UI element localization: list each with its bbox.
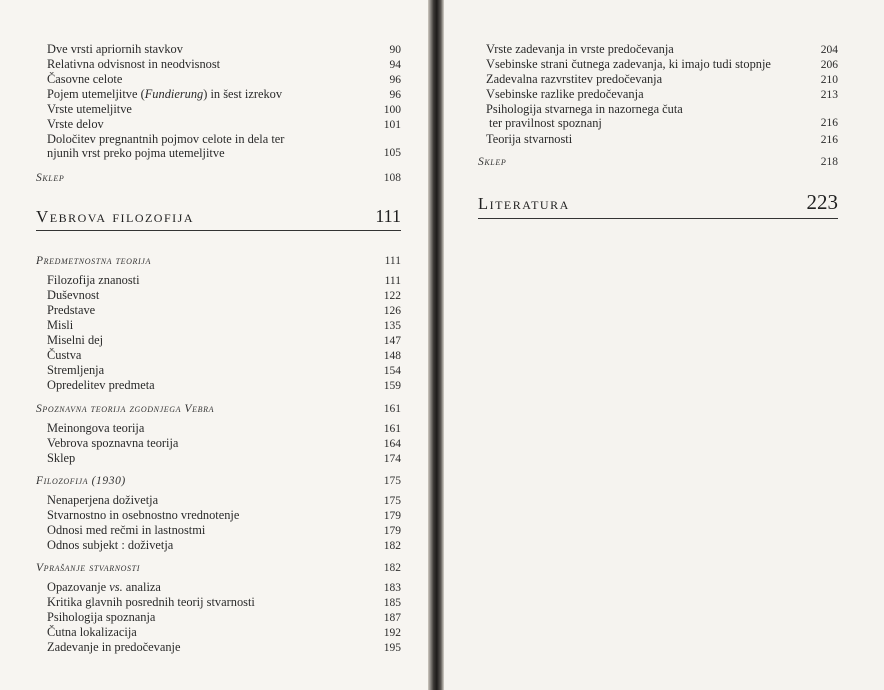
toc-section: Predmetnostna teorija 111 [36, 255, 401, 267]
toc-entry: Filozofija znanosti 111 [47, 273, 401, 287]
toc-entry: Odnos subjekt : doživetja 182 [47, 538, 401, 552]
toc-section: Vprašanje stvarnosti 182 [36, 562, 401, 574]
toc-entry: Dve vrsti apriornih stavkov 90 [47, 42, 401, 56]
toc-entry: Sklep 174 [47, 451, 401, 465]
toc-entry: Vrste utemeljitve 100 [47, 102, 401, 116]
chapter-heading: Vebrova filozofija 111 [36, 206, 401, 231]
toc-entry: Odnosi med rečmi in lastnostmi 179 [47, 523, 401, 537]
toc-entry: Čustva 148 [47, 348, 401, 362]
toc-entry: Miselni dej 147 [47, 333, 401, 347]
chapter-heading: Literatura 223 [478, 190, 838, 219]
toc-entry: Stvarnostno in osebnostno vrednotenje 179 [47, 508, 401, 522]
toc-entry: Zadevalna razvrstitev predočevanja 210 [486, 72, 838, 86]
toc-entry: Nenaperjena doživetja 175 [47, 493, 401, 507]
toc-section-sklep: Sklep 108 [36, 172, 401, 184]
toc-entry: Opazovanje vs. analiza 183 [47, 580, 401, 594]
toc-entry: Časovne celote 96 [47, 72, 401, 86]
toc-section: Spoznavna teorija zgodnjega Vebra 161 [36, 403, 401, 415]
toc-entry: Predstave 126 [47, 303, 401, 317]
toc-entry: Kritika glavnih posrednih teorij stvarnosti 185 [47, 595, 401, 609]
toc-section-sklep: Sklep 218 [478, 156, 838, 168]
toc-entry: Stremljenja 154 [47, 363, 401, 377]
book-gutter [428, 0, 444, 690]
toc-entry: Opredelitev predmeta 159 [47, 378, 401, 392]
toc-entry: Teorija stvarnosti 216 [486, 132, 838, 146]
toc-section: Filozofija (1930) 175 [36, 475, 401, 487]
toc-entry: Vrste zadevanja in vrste predočevanja 204 [486, 42, 838, 56]
toc-entry: Pojem utemeljitve (Fundierung) in šest izrekov 96 [47, 87, 401, 101]
toc-entry: Duševnost 122 [47, 288, 401, 302]
toc-entry: Vrste delov 101 [47, 117, 401, 131]
toc-entry: Zadevanje in predočevanje 195 [47, 640, 401, 654]
toc-entry: Relativna odvisnost in neodvisnost 94 [47, 57, 401, 71]
toc-entry: Psihologija spoznanja 187 [47, 610, 401, 624]
toc-entry: Psihologija stvarnega in nazornega čuta ter pravilnost spoznanj 216 [486, 102, 838, 130]
toc-entry: Misli 135 [47, 318, 401, 332]
toc-entry: Vsebinske razlike predočevanja 213 [486, 87, 838, 101]
toc-entry: Določitev pregnantnih pojmov celote in dela ter njunih vrst preko pojma utemeljitve 105 [47, 132, 401, 160]
toc-entry: Čutna lokalizacija 192 [47, 625, 401, 639]
toc-entry: Vebrova spoznavna teorija 164 [47, 436, 401, 450]
toc-entry: Meinongova teorija 161 [47, 421, 401, 435]
toc-entry: Vsebinske strani čutnega zadevanja, ki imajo tudi stopnje 206 [486, 57, 838, 71]
